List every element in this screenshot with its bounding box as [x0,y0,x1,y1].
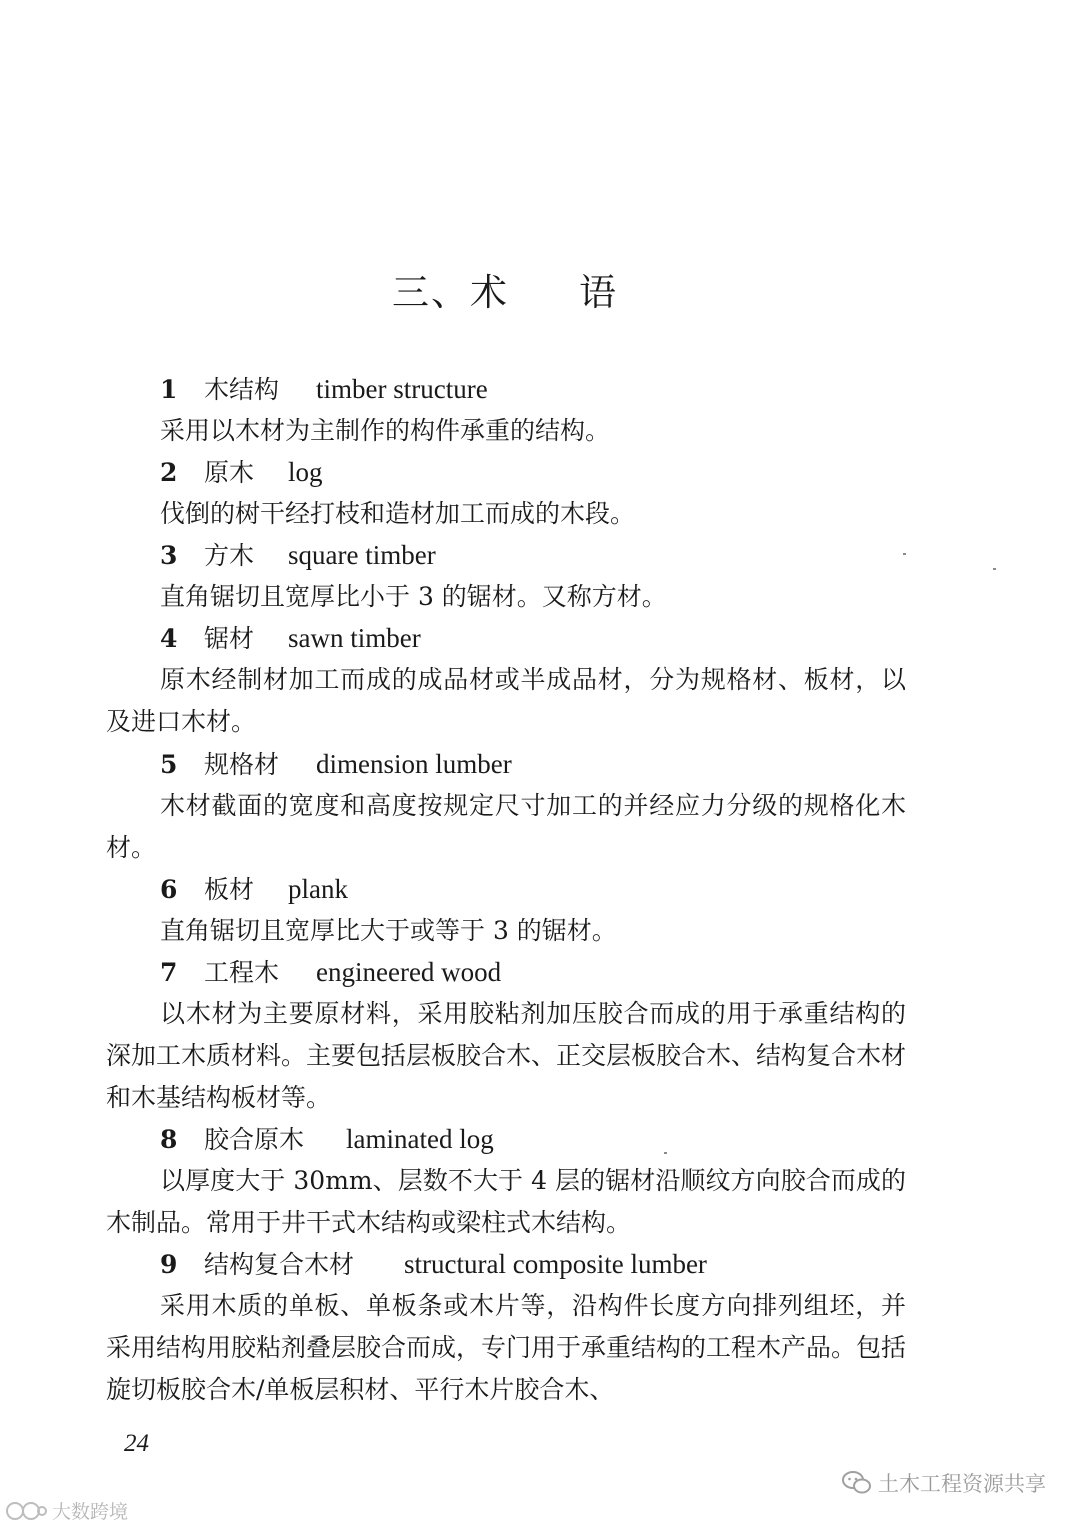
term-definition: 采用以木材为主制作的构件承重的结构。 [160,416,611,445]
section-title [0,262,1010,316]
term-english: plank [288,874,348,904]
term-number: 2 [160,458,178,487]
watermark-brand-name: 大数跨境 [52,1501,129,1523]
term-heading [160,625,421,652]
term-chinese: 原木 [204,458,255,487]
logo-icon [4,1500,48,1522]
term-heading [160,376,488,403]
term-heading [160,459,323,486]
term-english: square timber [288,540,436,570]
term-chinese: 结构复合木材 [204,1250,355,1279]
term-definition: 以木材为主要原材料，采用胶粘剂加压胶合而成的用于承重结构的深加工木质材料。主要包括层板胶合木、正交层板胶合木、结构复合木材和木基结构板材等。 [106,999,907,1112]
section-title-right: 语 [579,271,618,314]
term-definition: 直角锯切且宽厚比大于或等于 3 的锯材。 [160,916,617,945]
term-english: structural composite lumber [404,1249,707,1279]
term-english: timber structure [316,374,488,404]
scan-speck [903,553,906,555]
wechat-icon [842,1470,872,1496]
term-number: 5 [160,750,178,779]
term-definition: 以厚度大于 30mm、层数不大于 4 层的锯材沿顺纹方向胶合而成的木制品。常用于井干式木结构或梁柱式木结构。 [106,1166,906,1237]
page-number: 24 [124,1430,149,1457]
term-heading [160,542,436,569]
watermark-account-name: 土木工程资源共享 [878,1472,1046,1496]
term-number: 9 [160,1250,178,1279]
term-chinese: 规格材 [204,750,280,779]
term-english: sawn timber [288,623,421,653]
term-chinese: 胶合原木 [204,1125,305,1154]
term-chinese: 木结构 [204,375,280,404]
term-heading [160,1126,494,1153]
term-chinese: 方木 [204,541,255,570]
term-definition: 伐倒的树干经打枝和造材加工而成的木段。 [160,499,636,528]
term-heading [160,959,501,986]
term-number: 6 [160,875,178,904]
term-number: 8 [160,1125,178,1154]
scan-speck [664,1152,667,1154]
term-definition: 采用木质的单板、单板条或木片等，沿构件长度方向排列组坯，并采用结构用胶粘剂叠层胶合而成，专门用于承重结构的工程木产品。包括旋切板胶合木/单板层积材、平行木片胶合木、 [106,1291,907,1404]
term-chinese: 工程木 [204,958,280,987]
term-number: 7 [160,958,178,987]
term-number: 4 [160,624,178,653]
term-english: laminated log [346,1124,494,1154]
scan-speck [993,568,996,570]
term-definition: 原木经制材加工而成的成品材或半成品材，分为规格材、板材，以及进口木材。 [106,665,906,736]
term-english: dimension lumber [316,749,512,779]
section-title-left: 三、术 [392,271,509,314]
term-chinese: 板材 [204,875,255,904]
term-english: engineered wood [316,957,502,987]
term-heading [160,1251,707,1278]
term-definition: 木材截面的宽度和高度按规定尺寸加工的并经应力分级的规格化木材。 [106,791,906,862]
term-english: log [288,457,323,487]
term-heading [160,751,512,778]
term-number: 3 [160,541,178,570]
term-heading [160,876,348,903]
watermark-brand [4,1497,128,1524]
term-chinese: 锯材 [204,624,255,653]
term-definition: 直角锯切且宽厚比小于 3 的锯材。又称方材。 [160,582,667,611]
watermark-account [842,1468,1046,1498]
term-number: 1 [160,375,178,404]
